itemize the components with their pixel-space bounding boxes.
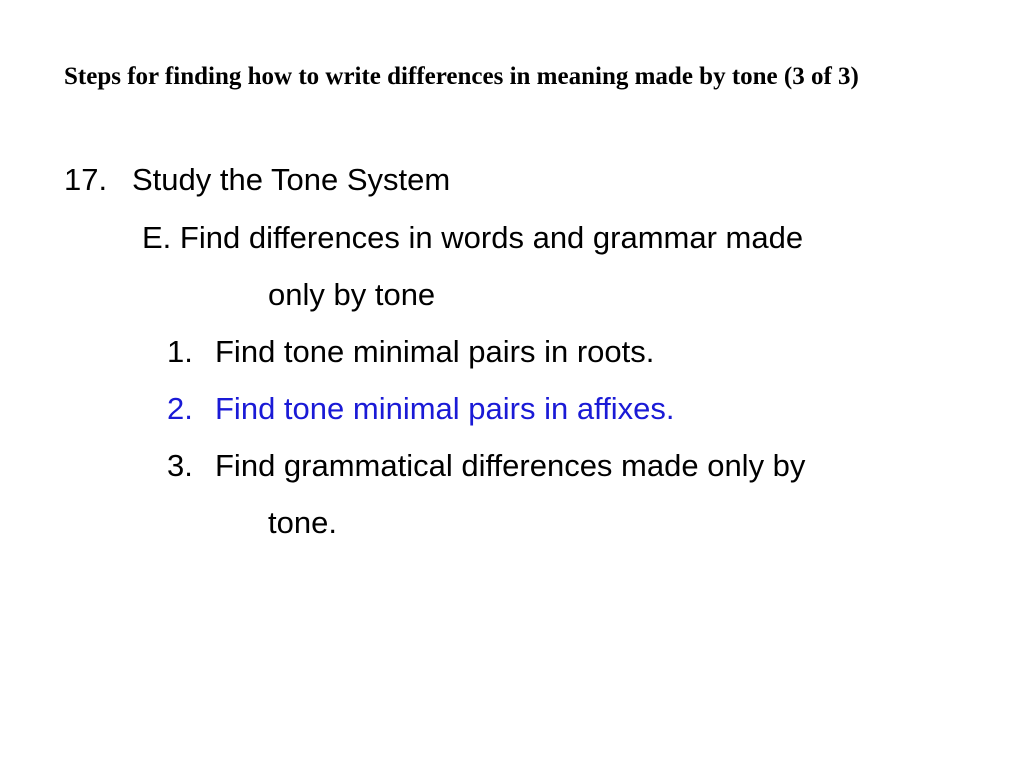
list-item-number: 1. [167,334,193,369]
list-item [167,334,654,370]
step-heading [64,162,450,198]
substep-heading [142,220,803,256]
list-item-text: Find tone minimal pairs in roots. [215,334,655,369]
substep-letter: E. [142,220,172,255]
list-item-number: 3. [167,448,193,483]
list-item [167,448,805,484]
list-item-text: Find tone minimal pairs in affixes. [215,391,675,426]
list-item-text-continuation: tone. [268,505,337,540]
slide-title: Steps for finding how to write differences in meaning made by tone (3 of 3) [64,63,859,90]
substep-label-line2: only by tone [268,277,436,312]
substep-label-line1: Find differences in words and grammar made [179,220,804,255]
list-item-number: 2. [167,391,193,426]
list-item-text: Find grammatical differences made only by [215,448,806,483]
list-item-highlighted [167,391,674,427]
step-label: Study the Tone System [132,162,451,197]
step-number: 17. [64,162,108,197]
